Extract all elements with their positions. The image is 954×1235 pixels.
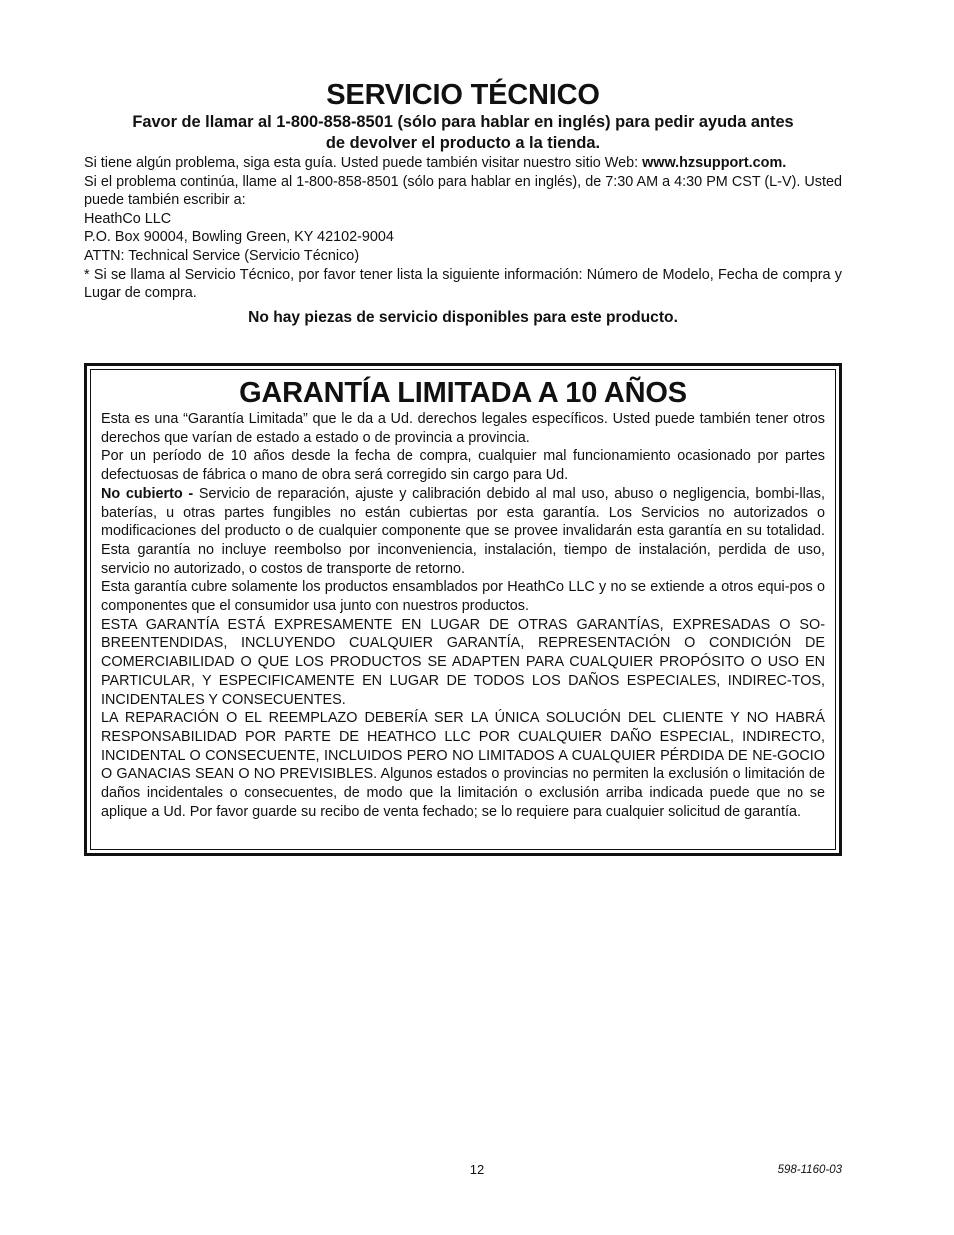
warranty-box	[84, 363, 842, 856]
warranty-paragraph-4: Esta garantía cubre solamente los productos ensamblados por HeathCo LLC y no se extiende a otros equi-pos o componentes que el consumidor usa junto con nuestros productos.	[101, 579, 825, 615]
warranty-paragraph-5: ESTA GARANTÍA ESTÁ EXPRESAMENTE EN LUGAR DE OTRAS GARANTÍAS, EXPRESADAS O SO-BREENTENDIDAS, INCLUYENDO CUALQUIER GARANTÍA, REPRESENTACIÓN O CONDICIÓN DE COMERCIABILIDAD O QUE LOS PRODUCTOS SE ADAPTEN PARA CUALQUIER PROPÓSITO O USO EN PARTICULAR, Y ESPECIFICAMENTE EN LUGAR DE TODOS LOS DAÑOS ESPECIALES, INDIREC-TOS, INCIDENTALES Y CONSECUENTES.	[101, 616, 825, 708]
page-number: 12	[469, 1162, 485, 1177]
address-attn: ATTN: Technical Service (Servicio Técnico)	[84, 247, 360, 264]
service-section	[84, 78, 842, 328]
service-intro	[84, 154, 842, 173]
warranty-paragraph-3	[101, 485, 825, 579]
warranty-paragraph-6: LA REPARACIÓN O EL REEMPLAZO DEBERÍA SER LA ÚNICA SOLUCIÓN DEL CLIENTE Y NO HABRÁ RESPONSABILIDAD POR PARTE DE HEATHCO LLC POR CUALQUIER DAÑO ESPECIAL, INDIRECTO, INCIDENTAL O CONSECUENTE, INCLUIDOS PERO NO LIMITADOS A CUALQUIER PÉRDIDA DE NE-GOCIO O GANACIAS SEAN O NO PREVISIBLES. Algunos estados o provincias no permiten la exclusión o limitación de daños incidentales o consecuentes, de modo que la limitación o exclusión arriba indicada puede que no se aplique a Ud. Por favor guarde su recibo de venta fechado; se lo requiere para cualquier solicitud de garantía.	[101, 710, 825, 820]
service-call-text: Si el problema continúa, llame al 1-800-858-8501 (sólo para hablar en inglés), de 7:30 AM a 4:30 PM CST (L-V). Usted puede también escribir a:	[84, 173, 842, 209]
document-number: 598-1160-03	[777, 1164, 842, 1176]
website-link[interactable]: www.hzsupport.com.	[642, 155, 787, 171]
service-subtitle	[84, 112, 842, 154]
subtitle-line-1: Favor de llamar al 1-800-858-8501 (sólo para hablar en inglés) para pedir ayuda antes	[132, 113, 794, 131]
address-box: P.O. Box 90004, Bowling Green, KY 42102-9004	[84, 229, 394, 246]
intro-text: Si tiene algún problema, siga esta guía. Usted puede también visitar nuestro sitio Web:	[84, 155, 643, 171]
not-covered-label: No cubierto -	[101, 485, 199, 502]
not-covered-text: Servicio de reparación, ajuste y calibración debido al mal uso, abuso o negligencia, bombi-llas, baterías, u otras partes fungibles no están cubiertas por esta garantía. Los Servicios no autorizados o modificaciones del producto o de cualquier componente que se provee invalidarán esta garantía en su totalidad. Esta garantía no incluye reembolso por inconveniencia, instalación, tiempo de instalación, perdida de uso, servicio no autorizado, o costos de transporte de retorno.	[101, 485, 825, 577]
address-company: HeathCo LLC	[84, 210, 172, 227]
service-title: SERVICIO TÉCNICO	[326, 79, 600, 111]
warranty-inner-border	[90, 369, 836, 850]
warranty-paragraph-2: Por un período de 10 años desde la fecha de compra, cualquier mal funcionamiento ocasionado por partes defectuosas de fábrica o mano de obra será corregido sin cargo para Ud.	[101, 448, 825, 484]
warranty-paragraph-1: Esta es una “Garantía Limitada” que le da a Ud. derechos legales específicos. Usted puede también tener otros derechos que varían de estado a estado o de provincia a provincia.	[101, 411, 825, 446]
parts-note: No hay piezas de servicio disponibles para este producto.	[248, 308, 678, 326]
subtitle-line-2: de devolver el producto a la tienda.	[325, 134, 601, 152]
warranty-title: GARANTÍA LIMITADA A 10 AÑOS	[239, 377, 687, 409]
info-note: * Si se llama al Servicio Técnico, por favor tener lista la siguiente información: Número de Modelo, Fecha de compra y Lugar de compra.	[84, 266, 842, 302]
